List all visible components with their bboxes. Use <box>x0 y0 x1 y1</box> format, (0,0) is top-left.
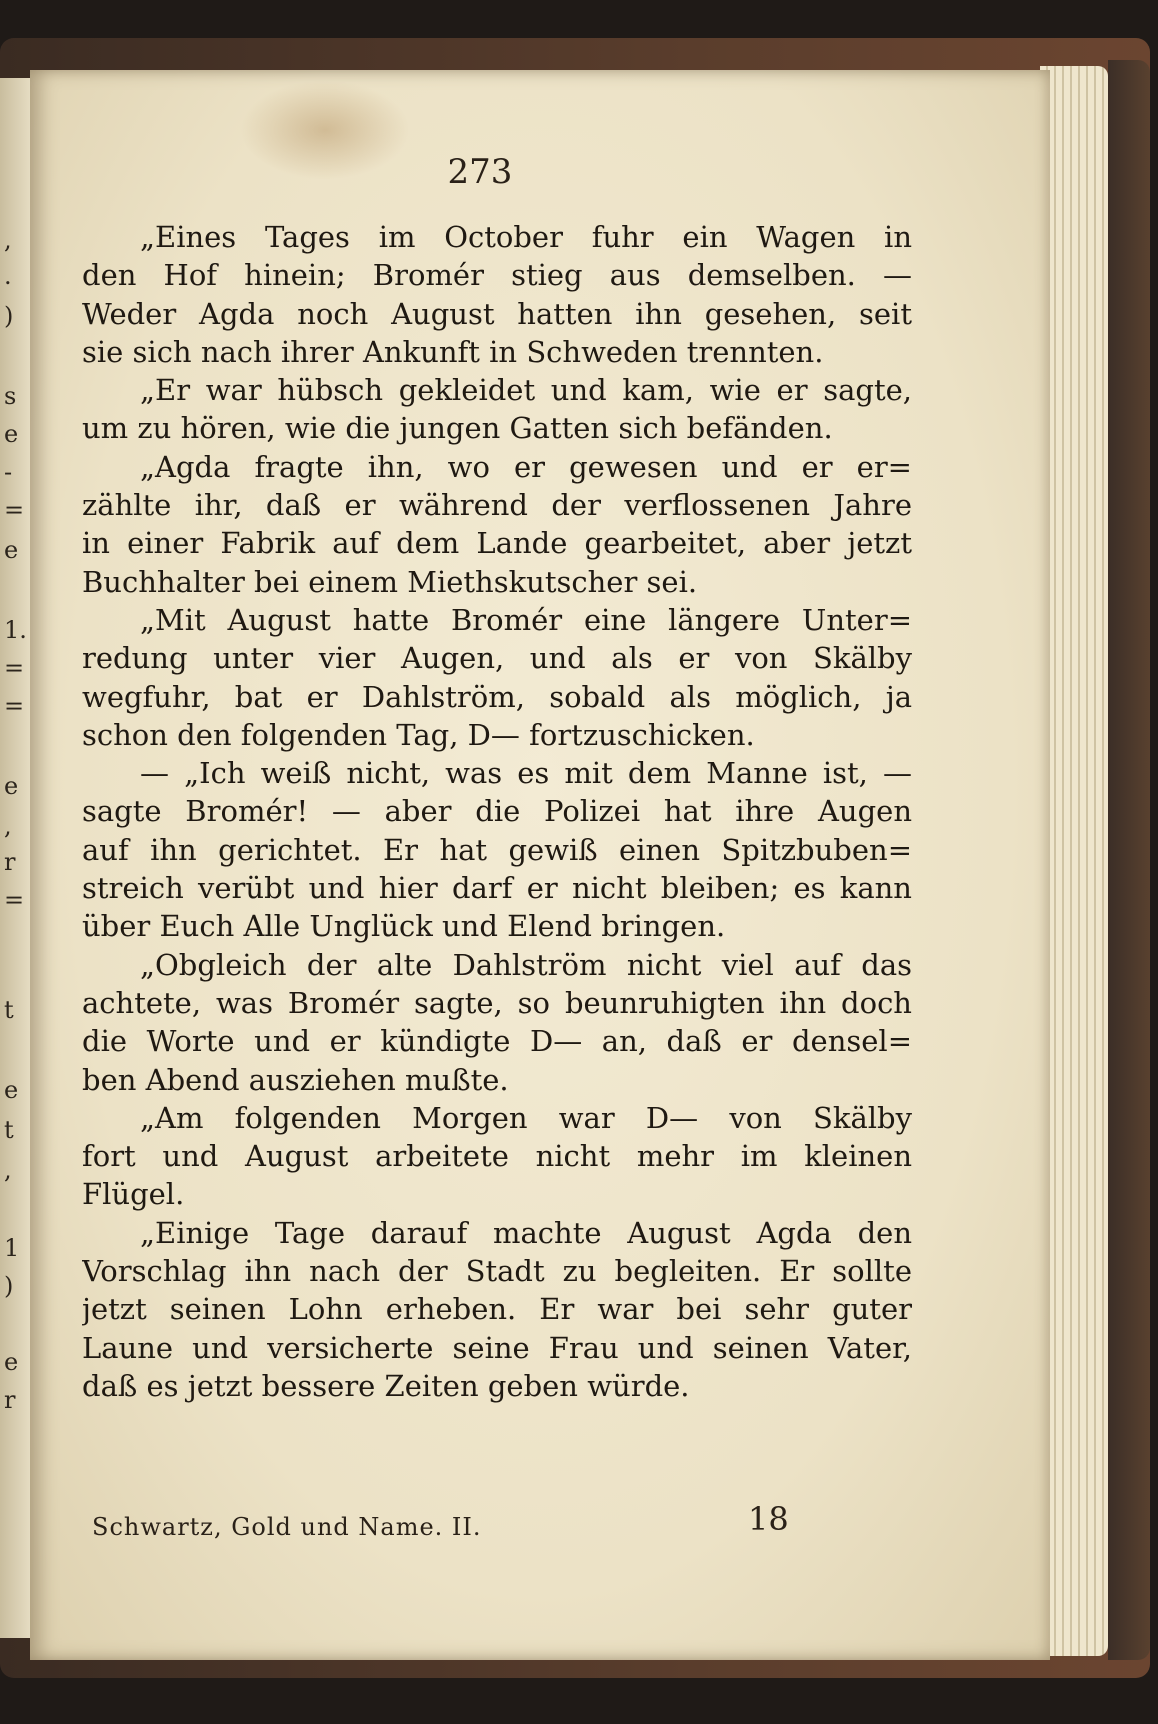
text-line: „Agda fragte ihn, wo er gewesen und er er= <box>140 449 912 484</box>
margin-glyph: r <box>4 848 16 876</box>
text-line: auf ihn gerichtet. Er hat gewiß einen Spitzbuben= <box>82 832 912 867</box>
text-line: daß es jetzt bessere Zeiten geben würde. <box>82 1368 690 1403</box>
margin-glyph: ) <box>4 1272 14 1300</box>
text-line: redung unter vier Augen, und als er von Skälby <box>82 641 912 676</box>
text-line: „Obgleich der alte Dahlström nicht viel auf das <box>140 947 912 982</box>
text-line: „Mit August hatte Bromér eine längere Unter= <box>140 602 912 637</box>
text-line: Vorschlag ihn nach der Stadt zu begleiten. Er sollte <box>82 1254 912 1289</box>
text-line: schon den folgenden Tag, D— fortzuschicken. <box>82 717 755 752</box>
margin-glyph: r <box>4 1386 16 1414</box>
text-line: wegfuhr, bat er Dahlström, sobald als möglich, ja <box>82 679 912 714</box>
margin-glyph: , <box>4 812 12 840</box>
text-line: Laune und versicherte seine Frau und seinen Vater, <box>82 1330 912 1365</box>
text-line: Weder Agda noch August hatten ihn gesehen, seit <box>82 296 912 331</box>
margin-glyph: e <box>4 420 19 448</box>
previous-page-sliver <box>0 78 32 1638</box>
book-page <box>30 70 1050 1660</box>
margin-glyph: e <box>4 536 19 564</box>
text-line: fort und August arbeitete nicht mehr im kleinen <box>82 1139 912 1174</box>
text-line: in einer Fabrik auf dem Lande gearbeitet, aber jetzt <box>82 526 912 561</box>
margin-glyph: , <box>4 226 12 254</box>
text-line: Buchhalter bei einem Miethskutscher sei. <box>82 564 698 599</box>
margin-glyph: e <box>4 1076 19 1104</box>
text-line: jetzt seinen Lohn erheben. Er war bei sehr guter <box>82 1292 912 1327</box>
text-line: Flügel. <box>82 1177 185 1212</box>
margin-glyph: s <box>4 382 17 410</box>
margin-glyph: - <box>4 458 13 486</box>
text-line: streich verübt und hier darf er nicht bleiben; es kann <box>82 871 912 906</box>
margin-glyph: , <box>4 1156 12 1184</box>
page-number: 273 <box>447 152 513 192</box>
text-line: — „Ich weiß nicht, was es mit dem Manne ist, — <box>140 756 912 791</box>
text-line: „Einige Tage darauf machte August Agda den <box>140 1215 912 1250</box>
margin-glyph: e <box>4 772 19 800</box>
margin-glyph: = <box>4 654 25 682</box>
text-line: „Am folgenden Morgen war D— von Skälby <box>140 1100 912 1135</box>
margin-glyph: t <box>4 1116 14 1144</box>
margin-glyph: 1. <box>4 616 27 644</box>
text-line: „Er war hübsch gekleidet und kam, wie er sagte, <box>140 373 912 408</box>
text-line: ben Abend ausziehen mußte. <box>82 1062 509 1097</box>
book-back-cover-edge <box>1108 60 1150 1660</box>
text-line: sie sich nach ihrer Ankunft in Schweden trennten. <box>82 334 824 369</box>
body-text <box>82 218 912 1405</box>
page-edges-stack <box>1040 66 1108 1656</box>
margin-glyph: = <box>4 692 25 720</box>
margin-glyph: ) <box>4 302 14 330</box>
margin-glyph: e <box>4 1348 19 1376</box>
text-line: die Worte und er kündigte D— an, daß er densel= <box>82 1024 912 1059</box>
signature-line: Schwartz, Gold und Name. II. <box>92 1513 482 1541</box>
text-line: „Eines Tages im October fuhr ein Wagen in <box>140 220 912 254</box>
text-line: über Euch Alle Unglück und Elend bringen. <box>82 909 726 944</box>
text-line: sagte Bromér! — aber die Polizei hat ihre Augen <box>82 794 912 829</box>
margin-glyph: = <box>4 886 25 914</box>
text-line: um zu hören, wie die jungen Gatten sich befänden. <box>82 411 833 446</box>
text-line: zählte ihr, daß er während der verflossenen Jahre <box>82 488 912 523</box>
margin-glyph: = <box>4 496 25 524</box>
margin-glyph: t <box>4 996 14 1024</box>
text-line: den Hof hinein; Bromér stieg aus demselben. — <box>82 258 912 293</box>
margin-glyph: . <box>4 262 12 290</box>
margin-glyph: 1 <box>4 1234 20 1262</box>
text-line: achtete, was Bromér sagte, so beunruhigten ihn doch <box>82 985 912 1020</box>
sheet-number: 18 <box>748 1500 789 1538</box>
